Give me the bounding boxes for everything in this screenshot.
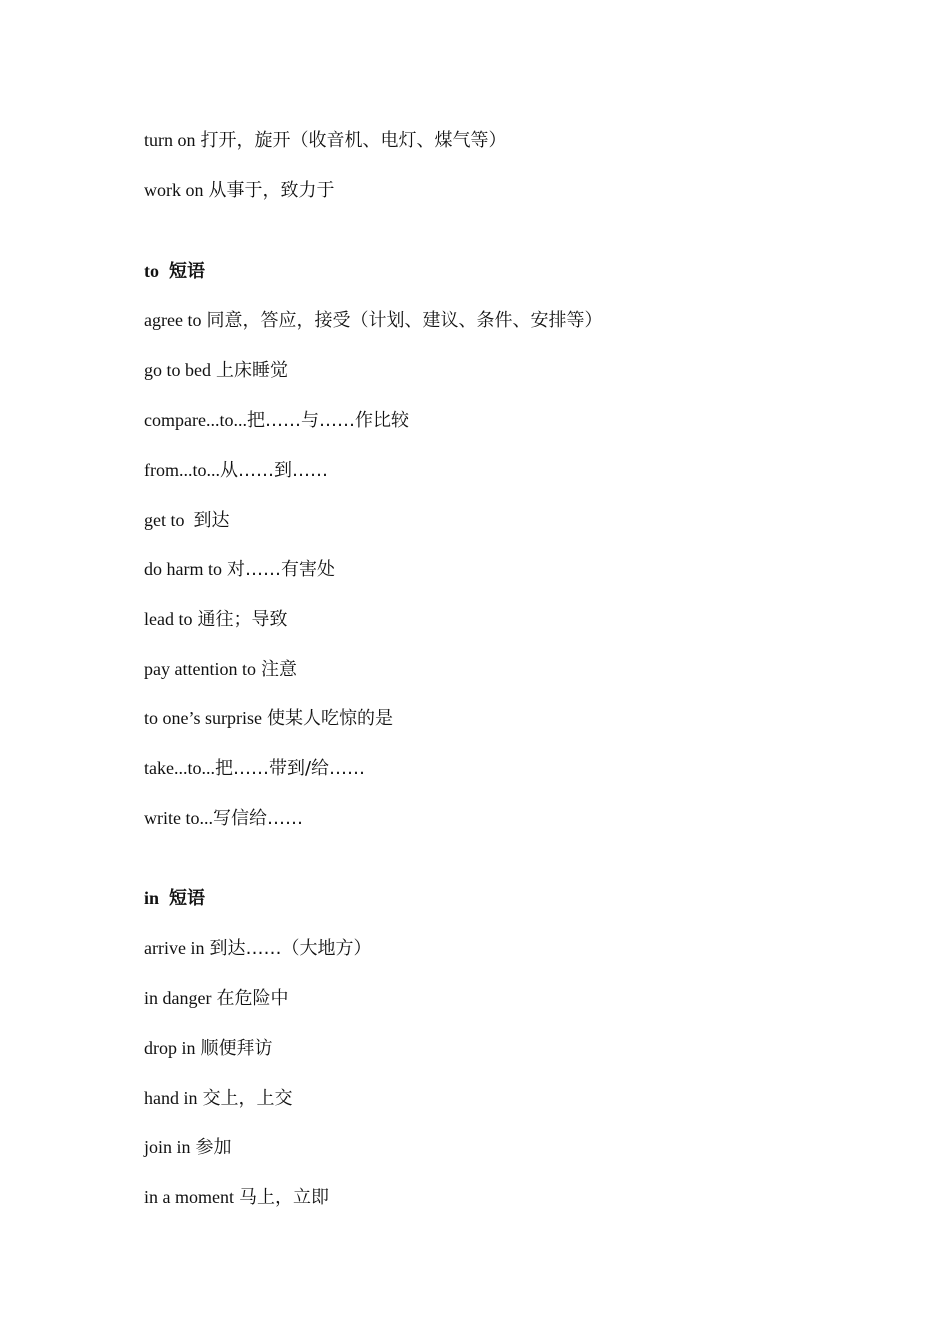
- phrase-chinese: 注意: [260, 659, 297, 680]
- phrase-entry: [144, 706, 393, 731]
- phrase-english: hand in: [144, 1088, 198, 1108]
- phrase-english: agree to: [144, 310, 202, 330]
- phrase-english: to one’s surprise: [144, 708, 262, 728]
- phrase-entry: [144, 936, 371, 961]
- phrase-entry: [144, 458, 328, 483]
- phrase-chinese: 到达: [193, 510, 230, 531]
- heading-label: 短语: [169, 888, 206, 909]
- phrase-english: turn on: [144, 130, 196, 150]
- phrase-english: do harm to: [144, 559, 222, 579]
- phrase-chinese: 到达……（大地方）: [209, 938, 372, 959]
- phrase-entry: [144, 1086, 293, 1111]
- phrase-entry: [144, 128, 507, 153]
- phrase-english: lead to: [144, 609, 193, 629]
- phrase-entry: [144, 986, 288, 1011]
- phrase-english: arrive in: [144, 938, 205, 958]
- phrase-entry: [144, 756, 365, 781]
- phrase-chinese: 把……带到/给……: [214, 758, 366, 779]
- phrase-entry: [144, 408, 409, 433]
- phrase-entry: [144, 607, 287, 632]
- phrase-chinese: 交上，上交: [202, 1088, 293, 1109]
- phrase-entry: [144, 806, 303, 831]
- phrase-entry: [144, 657, 297, 682]
- phrase-entry: [144, 1036, 273, 1061]
- section-heading-to: [144, 259, 205, 284]
- phrase-english: get to: [144, 510, 185, 530]
- phrase-english: work on: [144, 180, 204, 200]
- phrase-chinese: 参加: [195, 1137, 232, 1158]
- phrase-english: compare...to...: [144, 410, 247, 430]
- phrase-chinese: 从……到……: [220, 460, 328, 481]
- phrase-chinese: 使某人吃惊的是: [266, 708, 393, 729]
- phrase-english: go to bed: [144, 360, 211, 380]
- phrase-english: write to...: [144, 808, 213, 828]
- phrase-chinese: 同意，答应，接受（计划、建议、条件、安排等）: [206, 310, 603, 331]
- phrase-english: drop in: [144, 1038, 196, 1058]
- phrase-chinese: 从事于，致力于: [208, 180, 335, 201]
- phrase-english: take...to...: [144, 758, 215, 778]
- phrase-chinese: 把……与……作比较: [246, 410, 409, 431]
- heading-keyword: in: [144, 888, 160, 908]
- heading-label: 短语: [169, 261, 205, 282]
- phrase-chinese: 对……有害处: [227, 559, 335, 580]
- phrase-entry: [144, 557, 335, 582]
- phrase-entry: [144, 1135, 232, 1160]
- phrase-entry: [144, 1185, 329, 1210]
- phrase-english: in a moment: [144, 1187, 234, 1207]
- phrase-english: pay attention to: [144, 659, 256, 679]
- section-heading-in: [144, 886, 205, 911]
- phrase-chinese: 打开，旋开（收音机、电灯、煤气等）: [200, 130, 507, 151]
- phrase-english: in danger: [144, 988, 212, 1008]
- phrase-english: from...to...: [144, 460, 220, 480]
- phrase-chinese: 马上，立即: [238, 1187, 329, 1208]
- heading-keyword: to: [144, 261, 159, 281]
- phrase-entry: [144, 358, 288, 383]
- phrase-entry: [144, 178, 335, 203]
- phrase-entry: [144, 308, 602, 333]
- phrase-entry: [144, 508, 230, 533]
- phrase-english: join in: [144, 1137, 191, 1157]
- phrase-chinese: 通往；导致: [197, 609, 288, 630]
- phrase-chinese: 上床睡觉: [216, 360, 288, 381]
- phrase-chinese: 顺便拜访: [200, 1038, 273, 1059]
- phrase-chinese: 写信给……: [213, 808, 303, 829]
- phrase-chinese: 在危险中: [216, 988, 289, 1009]
